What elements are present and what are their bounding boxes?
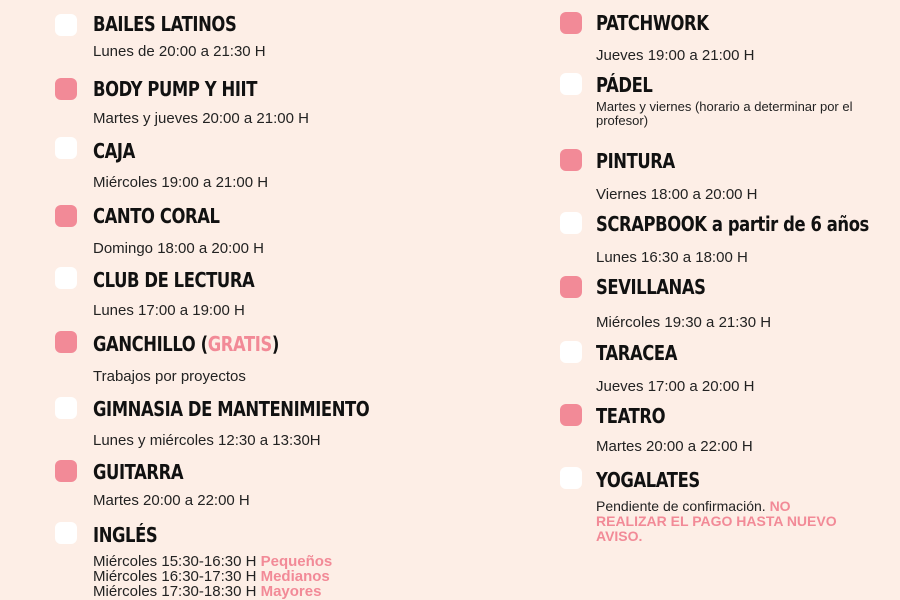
activity-schedule: Martes y jueves 20:00 a 21:00 H bbox=[93, 110, 309, 127]
activity-schedule: Martes 20:00 a 22:00 H bbox=[596, 438, 753, 455]
activity-title: PÁDEL bbox=[596, 73, 653, 97]
activity-schedule: Martes y viernes (horario a determinar por el profesor) bbox=[596, 99, 853, 128]
schedule-line: Miércoles 15:30-16:30 H Pequeños bbox=[93, 553, 333, 570]
checkbox[interactable] bbox=[560, 276, 582, 298]
pending-note: Pendiente de confirmación. bbox=[596, 498, 766, 514]
activity-title: BAILES LATINOS bbox=[93, 12, 237, 36]
activity-title: INGLÉS bbox=[93, 523, 158, 547]
schedule-lines bbox=[93, 554, 332, 599]
activity-schedule: Viernes 18:00 a 20:00 H bbox=[596, 186, 758, 203]
group-label: Medianos bbox=[260, 568, 330, 585]
checkbox[interactable] bbox=[560, 149, 582, 171]
checkbox[interactable] bbox=[55, 14, 77, 36]
activity-schedule: Lunes y miércoles 12:30 a 13:30H bbox=[93, 432, 321, 449]
activity-schedule: Martes 20:00 a 22:00 H bbox=[93, 492, 250, 509]
activity-title: CAJA bbox=[93, 139, 135, 163]
activity-title: GIMNASIA DE MANTENIMIENTO bbox=[93, 397, 370, 421]
free-label: GRATIS bbox=[207, 332, 272, 356]
payment-warning: NO REALIZAR EL PAGO HASTA NUEVO AVISO. bbox=[596, 498, 837, 544]
activity-title: BODY PUMP Y HIIT bbox=[93, 77, 257, 101]
checkbox[interactable] bbox=[55, 522, 77, 544]
title-text: GANCHILLO ( bbox=[93, 332, 208, 356]
checkbox[interactable] bbox=[560, 73, 582, 95]
activity-title: PATCHWORK bbox=[596, 11, 709, 35]
checkbox[interactable] bbox=[55, 137, 77, 159]
checkbox[interactable] bbox=[55, 205, 77, 227]
checkbox[interactable] bbox=[55, 267, 77, 289]
activity-title: SEVILLANAS bbox=[596, 275, 706, 299]
activity-schedule: Jueves 17:00 a 20:00 H bbox=[596, 378, 755, 395]
activity-schedule: Domingo 18:00 a 20:00 H bbox=[93, 240, 264, 257]
activity-title: PINTURA bbox=[596, 149, 675, 173]
checkbox[interactable] bbox=[55, 460, 77, 482]
checkbox[interactable] bbox=[560, 12, 582, 34]
activity-schedule: Lunes 16:30 a 18:00 H bbox=[596, 249, 748, 266]
activity-schedule: Lunes de 20:00 a 21:30 H bbox=[93, 43, 266, 60]
activity-title bbox=[93, 332, 279, 356]
group-label: Pequeños bbox=[260, 553, 333, 570]
checkbox[interactable] bbox=[55, 331, 77, 353]
activity-title: CANTO CORAL bbox=[93, 204, 220, 228]
checkbox[interactable] bbox=[560, 404, 582, 426]
left-column bbox=[0, 0, 420, 600]
activity-title: SCRAPBOOK a partir de 6 años bbox=[596, 212, 869, 236]
activity-schedule: Trabajos por proyectos bbox=[93, 368, 246, 385]
checkbox[interactable] bbox=[55, 78, 77, 100]
activity-title: GUITARRA bbox=[93, 460, 184, 484]
activity-title: CLUB DE LECTURA bbox=[93, 268, 255, 292]
activity-schedule: Miércoles 19:00 a 21:00 H bbox=[93, 174, 269, 191]
activity-schedule: Miércoles 19:30 a 21:30 H bbox=[596, 314, 772, 331]
checkbox[interactable] bbox=[560, 212, 582, 234]
schedule-line: Miércoles 16:30-17:30 H Medianos bbox=[93, 568, 330, 585]
checkbox[interactable] bbox=[55, 397, 77, 419]
activity-schedule: Jueves 19:00 a 21:00 H bbox=[596, 47, 755, 64]
activity-schedule: Lunes 17:00 a 19:00 H bbox=[93, 302, 245, 319]
right-column bbox=[505, 0, 900, 600]
checkbox[interactable] bbox=[560, 467, 582, 489]
activity-title: TARACEA bbox=[596, 341, 677, 365]
checkbox[interactable] bbox=[560, 341, 582, 363]
activity-schedule bbox=[596, 499, 846, 544]
activity-title: TEATRO bbox=[596, 404, 666, 428]
title-end: ) bbox=[271, 332, 279, 356]
activity-title: YOGALATES bbox=[596, 468, 700, 492]
group-label: Mayores bbox=[260, 583, 322, 600]
schedule-line: Miércoles 17:30-18:30 H Mayores bbox=[93, 583, 322, 600]
